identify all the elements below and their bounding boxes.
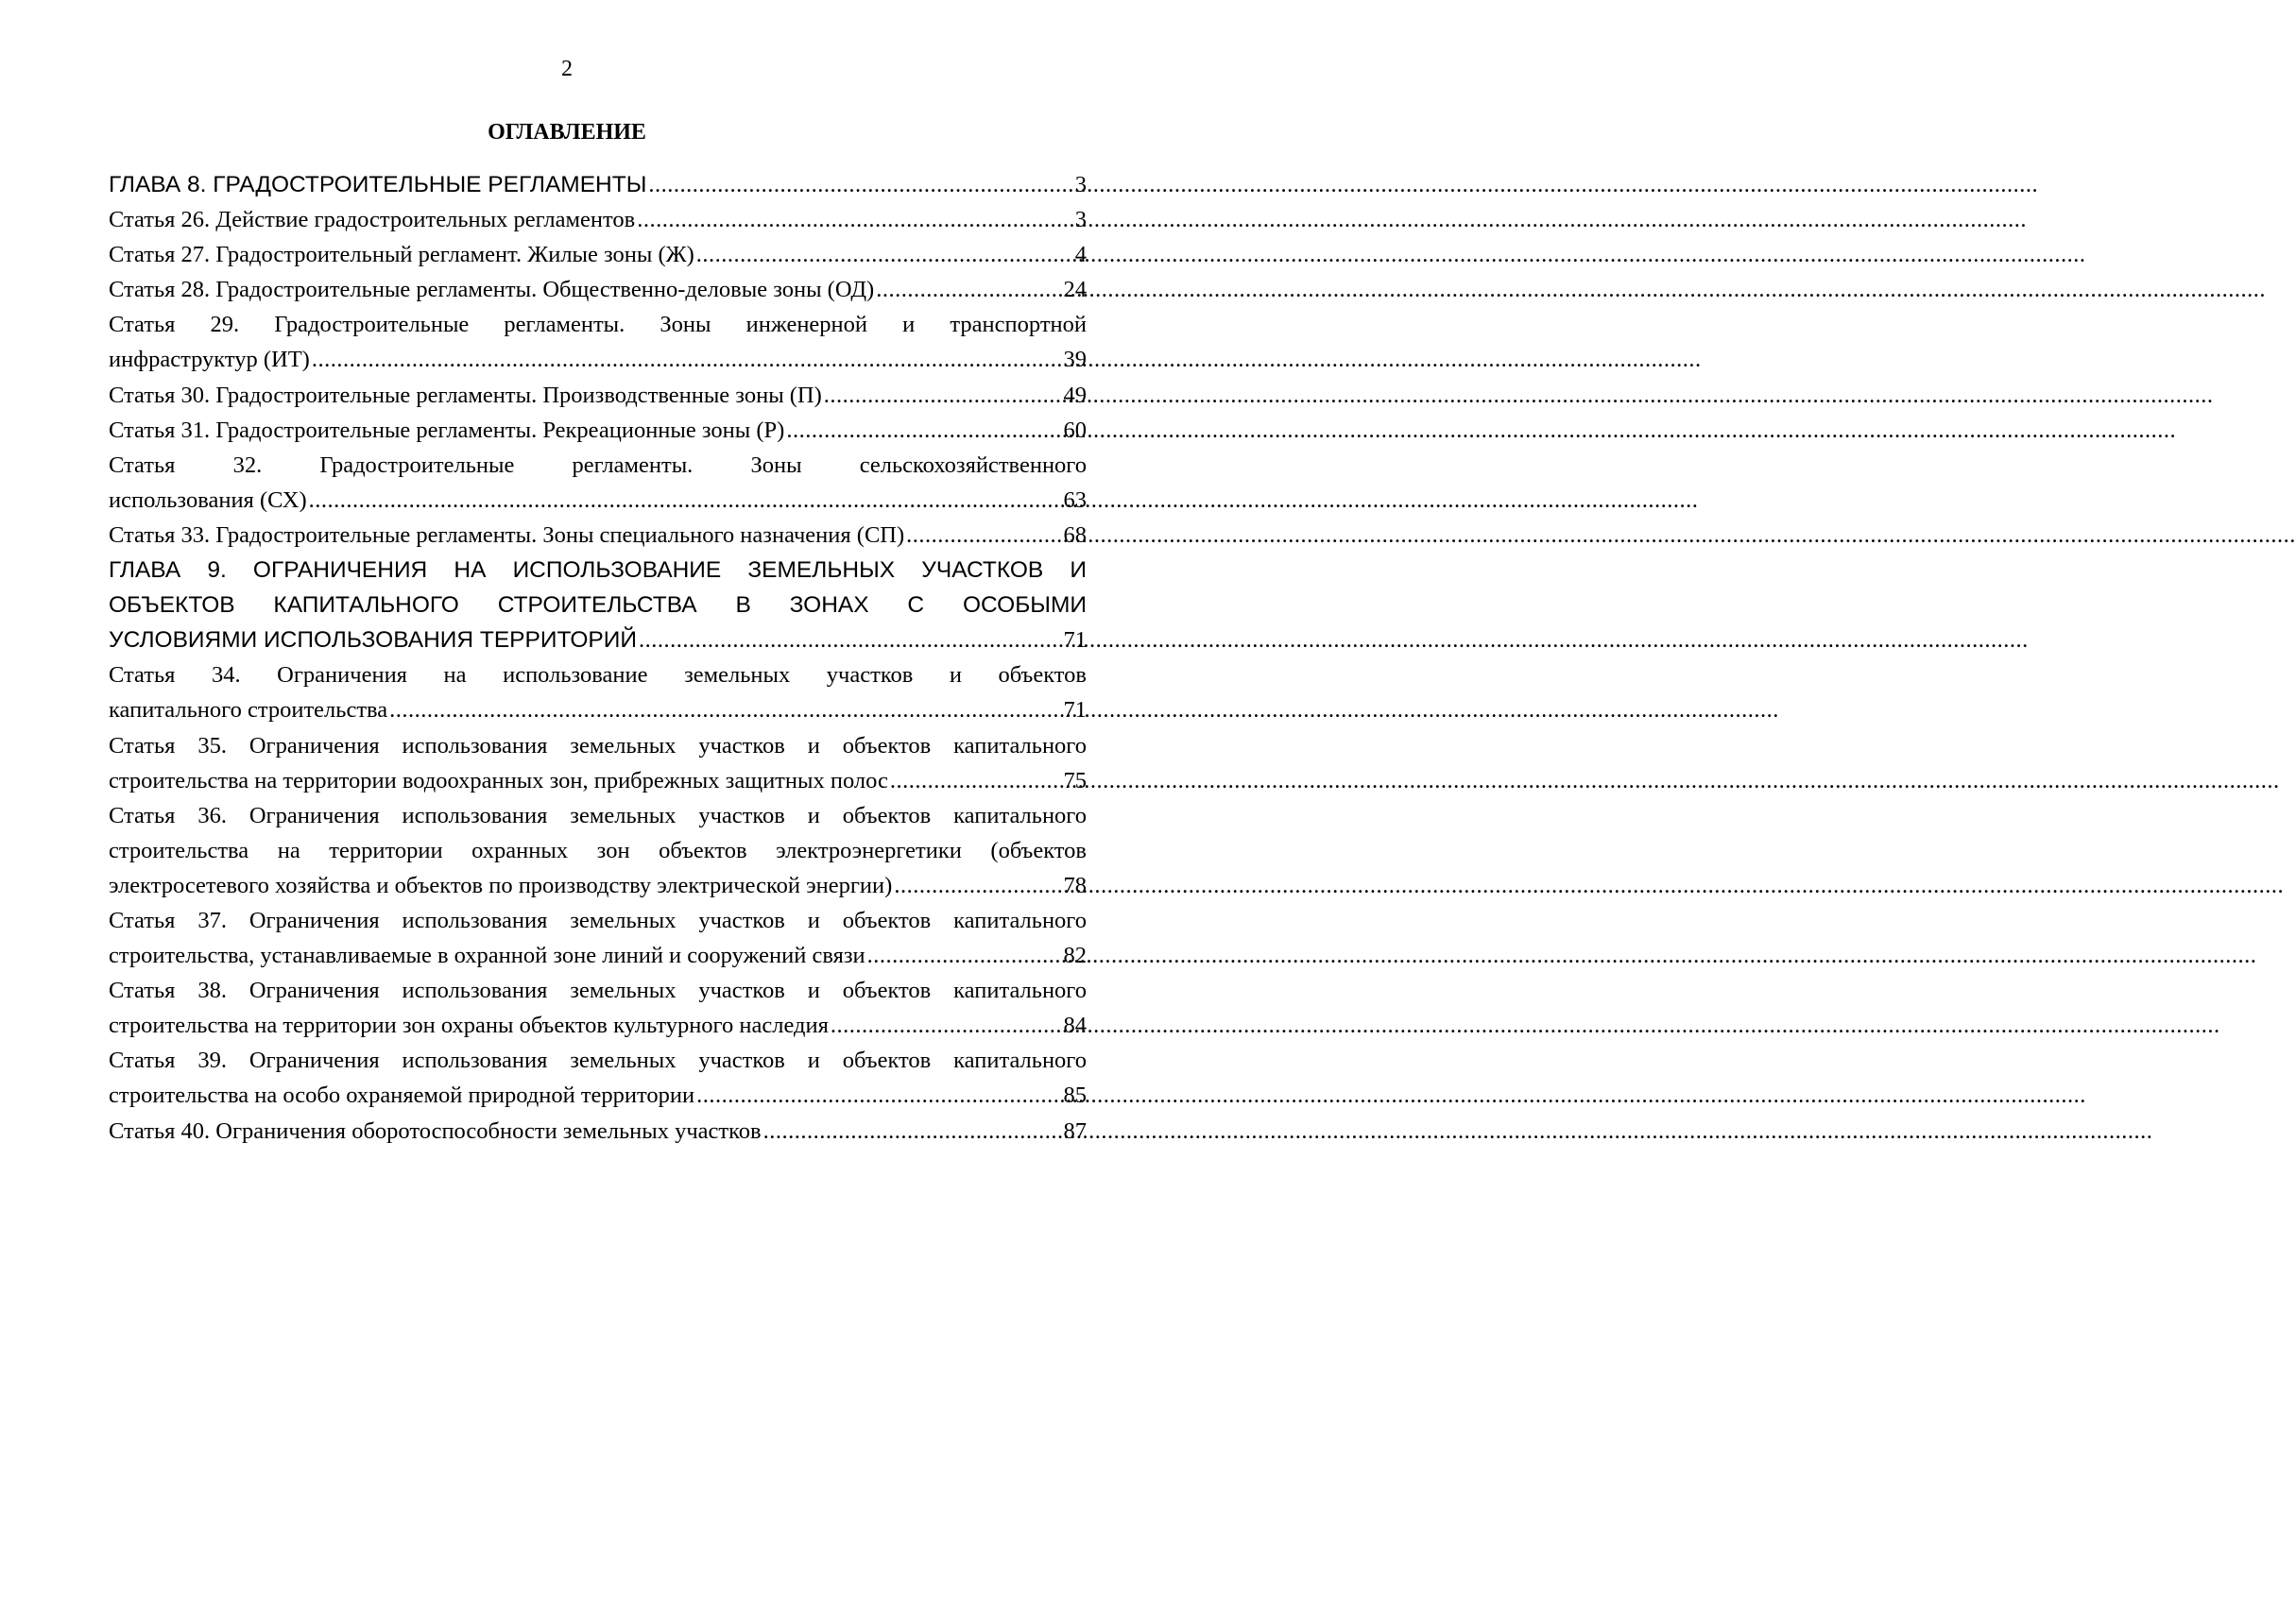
toc-entry-line: Статья 37. Ограничения использования земельных участков и объектов капитального <box>109 907 1087 933</box>
dot-leader <box>906 518 1061 553</box>
toc-page-number: 4 <box>1074 242 1087 268</box>
toc-page-number: 24 <box>1063 277 1087 303</box>
toc-page-number: 85 <box>1063 1083 1087 1109</box>
toc-entry-last-line <box>109 518 1087 553</box>
toc-entry-article[interactable] <box>109 1043 1087 1113</box>
toc-entry-line: Статья 32. Градостроительные регламенты. Зоны сельскохозяйственного <box>109 452 1087 478</box>
toc-entry-title: Статья 28. Градостроительные регламенты. Общественно-деловые зоны (ОД) <box>109 277 875 303</box>
toc-page-number: 87 <box>1063 1117 1087 1144</box>
toc-page-number: 63 <box>1063 486 1087 513</box>
table-of-contents <box>109 167 1087 1149</box>
toc-entry-article[interactable] <box>109 1114 1087 1149</box>
toc-entry-title: инфраструктур (ИТ) <box>109 347 310 373</box>
toc-entry-article[interactable] <box>109 657 1087 727</box>
toc-entry-article[interactable] <box>109 728 1087 798</box>
toc-entry-article[interactable] <box>109 518 1087 553</box>
toc-page-number: 49 <box>1063 382 1087 408</box>
toc-entry-title: Статья 30. Градостроительные регламенты. Производственные зоны (П) <box>109 382 822 408</box>
dot-leader <box>894 868 1061 903</box>
toc-entry-title: капитального строительства <box>109 697 388 724</box>
dot-leader <box>824 378 1062 413</box>
dot-leader <box>639 622 1062 657</box>
dot-leader <box>831 1008 1062 1043</box>
toc-page-number: 71 <box>1063 697 1087 724</box>
toc-entry-article[interactable] <box>109 903 1087 973</box>
dot-leader <box>876 272 1061 307</box>
dot-leader <box>786 413 1061 448</box>
toc-page-number: 78 <box>1063 872 1087 898</box>
toc-entry-title: электросетевого хозяйства и объектов по производству электрической энергии) <box>109 872 893 898</box>
toc-entry-last-line <box>109 167 1087 202</box>
toc-entry-last-line <box>109 763 1087 798</box>
toc-entry-last-line <box>109 483 1087 518</box>
toc-entry-title: строительства на особо охраняемой природной территории <box>109 1083 695 1109</box>
toc-page-number: 75 <box>1063 767 1087 793</box>
toc-entry-line: Статья 39. Ограничения использования земельных участков и объектов капитального <box>109 1048 1087 1074</box>
toc-page-number: 71 <box>1063 627 1087 654</box>
toc-entry-line: Статья 34. Ограничения на использование земельных участков и объектов <box>109 662 1087 689</box>
toc-entry-article[interactable] <box>109 413 1087 448</box>
toc-page-number: 3 <box>1074 207 1087 233</box>
toc-entry-last-line <box>109 378 1087 413</box>
toc-entry-last-line <box>109 1008 1087 1043</box>
dot-leader <box>648 167 1072 202</box>
toc-entry-title: Статья 33. Градостроительные регламенты. Зоны специального назначения (СП) <box>109 521 905 548</box>
toc-entry-article[interactable] <box>109 272 1087 307</box>
toc-entry-title: строительства на территории водоохранных зон, прибрежных защитных полос <box>109 767 888 793</box>
toc-entry-article[interactable] <box>109 798 1087 903</box>
toc-entry-last-line <box>109 272 1087 307</box>
toc-entry-article[interactable] <box>109 202 1087 237</box>
toc-entry-title: Статья 27. Градостроительный регламент. Жилые зоны (Ж) <box>109 242 694 268</box>
toc-entry-article[interactable] <box>109 448 1087 518</box>
toc-entry-title: Статья 40. Ограничения оборотоспособности земельных участков <box>109 1117 762 1144</box>
dot-leader <box>312 342 1062 377</box>
toc-entry-title: Статья 26. Действие градостроительных регламентов <box>109 207 636 233</box>
dot-leader <box>637 202 1073 237</box>
dot-leader <box>696 237 1073 272</box>
toc-entry-line: ГЛАВА 9. ОГРАНИЧЕНИЯ НА ИСПОЛЬЗОВАНИЕ ЗЕМЕЛЬНЫХ УЧАСТКОВ И <box>109 557 1087 584</box>
toc-entry-article[interactable] <box>109 307 1087 377</box>
toc-entry-last-line <box>109 1114 1087 1149</box>
toc-page-number: 39 <box>1063 347 1087 373</box>
toc-page-number: 68 <box>1063 521 1087 548</box>
toc-entry-line: Статья 38. Ограничения использования земельных участков и объектов капитального <box>109 978 1087 1004</box>
toc-entry-last-line <box>109 938 1087 973</box>
toc-title: ОГЛАВЛЕНИЕ <box>488 120 646 145</box>
toc-entry-last-line <box>109 692 1087 727</box>
toc-entry-last-line <box>109 413 1087 448</box>
toc-entry-chapter[interactable] <box>109 167 1087 202</box>
toc-page-number: 60 <box>1063 417 1087 443</box>
page-number: 2 <box>561 57 573 81</box>
toc-entry-last-line <box>109 622 1087 657</box>
toc-entry-last-line <box>109 237 1087 272</box>
toc-entry-last-line <box>109 342 1087 377</box>
toc-page-number: 82 <box>1063 943 1087 969</box>
toc-page-number: 84 <box>1063 1013 1087 1039</box>
dot-leader <box>763 1114 1062 1149</box>
dot-leader <box>309 483 1062 518</box>
toc-entry-last-line <box>109 1078 1087 1113</box>
toc-entry-last-line <box>109 202 1087 237</box>
dot-leader <box>890 763 1062 798</box>
toc-entry-article[interactable] <box>109 378 1087 413</box>
toc-entry-line: Статья 29. Градостроительные регламенты. Зоны инженерной и транспортной <box>109 312 1087 338</box>
toc-entry-line: Статья 35. Ограничения использования земельных участков и объектов капитального <box>109 732 1087 759</box>
toc-entry-title: строительства, устанавливаемые в охранной зоне линий и сооружений связи <box>109 943 865 969</box>
toc-entry-line: ОБЪЕКТОВ КАПИТАЛЬНОГО СТРОИТЕЛЬСТВА В ЗОНАХ С ОСОБЫМИ <box>109 592 1087 619</box>
toc-entry-line: строительства на территории охранных зон объектов электроэнергетики (объектов <box>109 837 1087 863</box>
toc-entry-title: Статья 31. Градостроительные регламенты. Рекреационные зоны (Р) <box>109 417 785 443</box>
dot-leader <box>867 938 1062 973</box>
toc-entry-article[interactable] <box>109 973 1087 1043</box>
toc-page-number: 3 <box>1074 172 1087 197</box>
toc-entry-line: Статья 36. Ограничения использования земельных участков и объектов капитального <box>109 802 1087 828</box>
toc-entry-last-line <box>109 868 1087 903</box>
toc-entry-chapter[interactable] <box>109 553 1087 657</box>
toc-entry-title: использования (СХ) <box>109 486 307 513</box>
dot-leader <box>696 1078 1061 1113</box>
toc-entry-article[interactable] <box>109 237 1087 272</box>
dot-leader <box>389 692 1061 727</box>
toc-entry-title: строительства на территории зон охраны объектов культурного наследия <box>109 1013 829 1039</box>
toc-entry-title: ГЛАВА 8. ГРАДОСТРОИТЕЛЬНЫЕ РЕГЛАМЕНТЫ <box>109 172 647 197</box>
toc-entry-title: УСЛОВИЯМИ ИСПОЛЬЗОВАНИЯ ТЕРРИТОРИЙ <box>109 627 637 654</box>
